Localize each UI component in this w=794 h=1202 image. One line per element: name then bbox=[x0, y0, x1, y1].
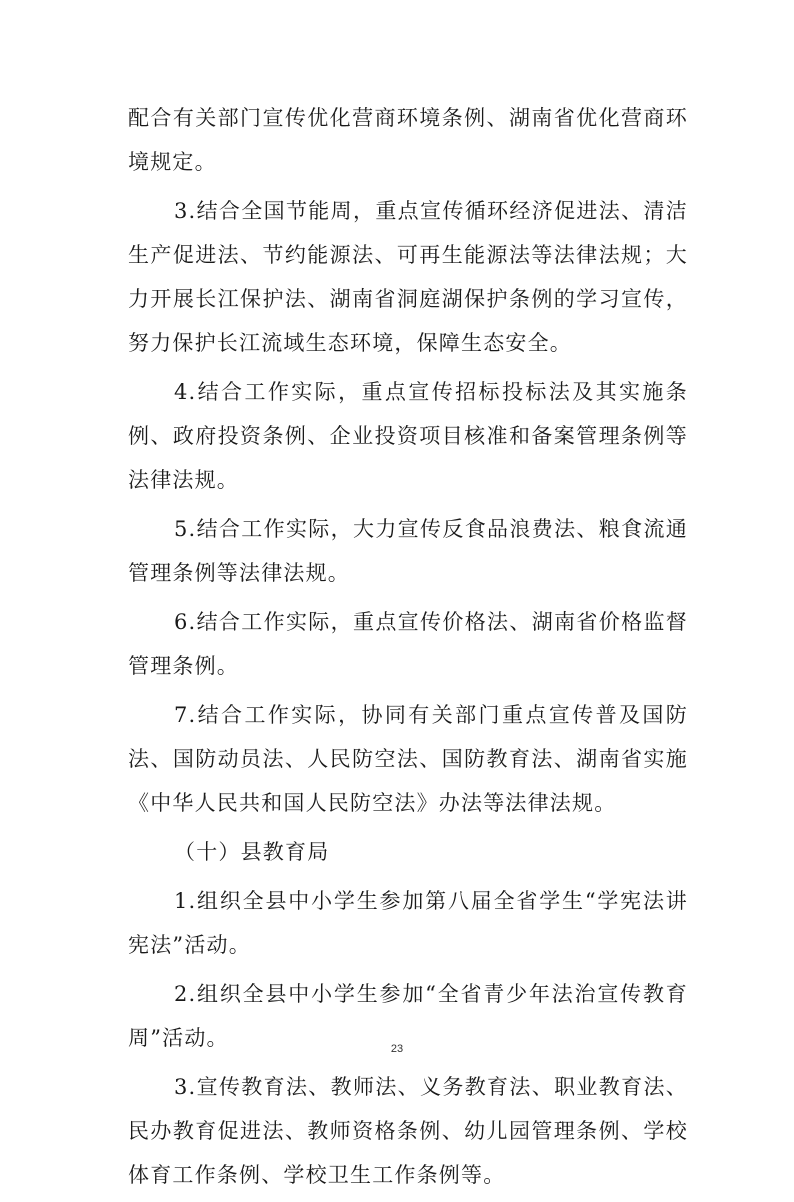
body-text bbox=[128, 96, 688, 1202]
paragraph-item-5: 5.结合工作实际，大力宣传反食品浪费法、粮食流通管理条例等法律法规。 bbox=[128, 517, 688, 585]
paragraph-continuation: 配合有关部门宣传优化营商环境条例、湖南省优化营商环境规定。 bbox=[128, 106, 688, 174]
section-heading: （十）县教育局 bbox=[174, 840, 330, 864]
paragraph-edu-1: 1.组织全县中小学生参加第八届全省学生“学宪法讲宪法”活动。 bbox=[128, 889, 688, 957]
paragraph-item-4: 4.结合工作实际，重点宣传招标投标法及其实施条例、政府投资条例、企业投资项目核准和备案管理条例等法律法规。 bbox=[128, 380, 688, 492]
page-number: 23 bbox=[390, 1043, 404, 1055]
paragraph-item-6: 6.结合工作实际，重点宣传价格法、湖南省价格监督管理条例。 bbox=[128, 610, 688, 678]
paragraph-item-3: 3.结合全国节能周，重点宣传循环经济促进法、清洁生产促进法、节约能源法、可再生能源法等法律法规；大力开展长江保护法、湖南省洞庭湖保护条例的学习宣传，努力保护长江流域生态环境，保障生态安全。 bbox=[128, 199, 688, 355]
paragraph-edu-3: 3.宣传教育法、教师法、义务教育法、职业教育法、民办教育促进法、教师资格条例、幼儿园管理条例、学校体育工作条例、学校卫生工作条例等。 bbox=[128, 1075, 688, 1187]
paragraph-item-7: 7.结合工作实际，协同有关部门重点宣传普及国防法、国防动员法、人民防空法、国防教育法、湖南省实施《中华人民共和国人民防空法》办法等法律法规。 bbox=[128, 703, 688, 815]
paragraph-edu-2: 2.组织全县中小学生参加“全省青少年法治宣传教育周”活动。 bbox=[128, 982, 688, 1050]
